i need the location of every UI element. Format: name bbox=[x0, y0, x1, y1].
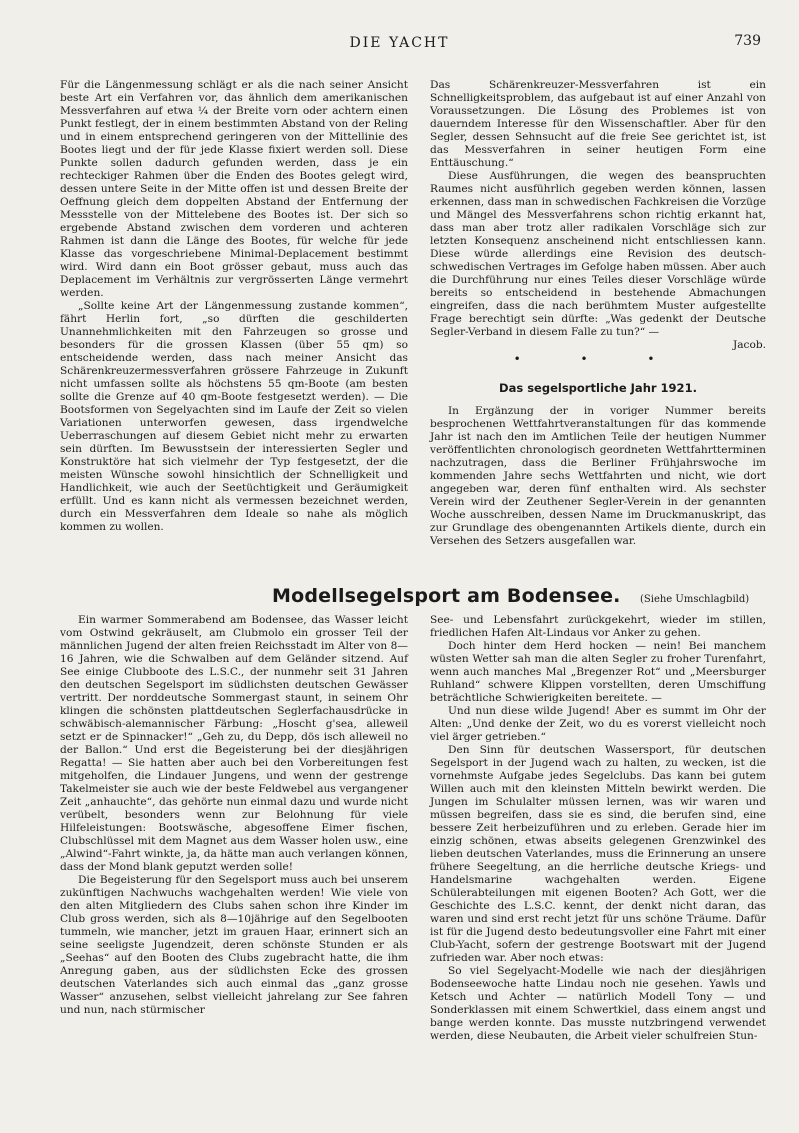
paragraph: Und nun diese wilde Jugend! Aber es summt im Ohr der Alten: „Und denke der Zeit, wo du es vorerst vielleicht noch viel ärger getrieben.“ bbox=[430, 705, 766, 743]
paragraph: „Sollte keine Art der Längenmessung zustande kommen“, fährt Herlin fort, „so dürften die geschilderten Unannehmlichkeiten mit den Fahrzeugen so grosse und besonders für die grossen Klassen (über 55 qm) so entscheidende werden, dass nach meiner Ansicht das Schärenkreuzermessverfahren grössere Fahrzeuge in Zukunft nicht umfassen sollte als höchstens 55 qm-Boote (am besten sollte die Grenze auf 40 qm-Boote festgesetzt werden). — Die Bootsformen von Segelyachten sind im Laufe der Zeit so vielen Variationen unterworfen gewesen, dass irgendwelche Ueberraschungen auf diesem Gebiet nicht mehr zu erwarten sein dürften. Im Bewusstsein der interessierten Segler und Konstruktöre hat sich vielmehr der Typ festgesetzt, der die meisten Wünsche sowohl hinsichtlich der Schnelligkeit und Handlichkeit, wie auch der Seetüchtigkeit und Geräumigkeit erfüllt. Und es kann nicht als vermessen bezeichnet werden, durch ein Messverfahren dem Ideale so nahe als möglich kommen zu wollen. bbox=[60, 300, 408, 533]
article-title: Modellsegelsport am Bodensee. bbox=[272, 585, 621, 607]
left-column-top bbox=[60, 79, 408, 534]
paragraph: In Ergänzung der in voriger Nummer bereits besprochenen Wettfahrtveranstaltungen für das kommende Jahr ist nach den im Amtlichen Teile der heutigen Nummer veröffentlichten chronologisch geordneten Wettfahrtterminen nachzutragen, dass die Berliner Frühjahrswoche im kommenden Jahre sechs Wettfahrten und nicht, wie dort angegeben war, deren fünf enthalten wird. Als sechster Verein wird der Zeuthener Segler-Verein in der genannten Woche ausschreiben, dessen Name im Druckmanuskript, das zur Grundlage des obengenannten Artikels diente, durch ein Versehen des Setzers ausgefallen war. bbox=[430, 405, 766, 547]
page-number: 739 bbox=[734, 33, 761, 49]
paragraph: Diese Ausführungen, die wegen des beanspruchten Raumes nicht ausführlich gegeben werden können, lassen erkennen, dass man in schwedischen Fachkreisen die Vorzüge und Mängel des Messverfahrens schon richtig erkannt hat, dass man aber trotz aller radikalen Vorschläge sich zur letzten Konsequenz anscheinend nicht entschliessen kann. Diese würde allerdings eine Revision des deutsch-schwedischen Vertrages im Gefolge haben müssen. Aber auch die Durchführung nur eines Teiles dieser Vorschläge würde bereits so entscheidend in bestehende Abmachungen eingreifen, dass die nach berühmtem Muster aufgestellte Frage berechtigt sein dürfte: „Was gedenkt der Deutsche Segler-Verband in diesem Falle zu tun?“ — bbox=[430, 170, 766, 338]
running-title: DIE YACHT bbox=[349, 35, 450, 51]
separator-stars: • • • bbox=[513, 352, 683, 366]
author-signature: Jacob. bbox=[732, 339, 766, 351]
article-note: (Siehe Umschlagbild) bbox=[640, 594, 750, 605]
paragraph: Die Begeisterung für den Segelsport muss auch bei unserem zukünftigen Nachwuchs wachgehalten werden! Wie viele von den alten Mitgliedern des Clubs sahen schon ihre Kinder im Club gross werden, sich als 8—10jährige auf den Segelbooten tummeln, wie mancher, jetzt im grauen Haar, erinnert sich an seine seeligste Jugendzeit, deren schönste Stunden er als „Seehas“ auf den Booten des Clubs zugebracht hatte, die ihm Anregung gaben, aus der südlichsten Ecke des grossen deutschen Vaterlandes sich auch einmal das „ganz grosse Wasser“ anzusehen, selbst vielleicht jahrelang zur See fahren und nun, nach stürmischer bbox=[60, 874, 408, 1016]
section-body bbox=[430, 405, 766, 548]
paragraph: Für die Längenmessung schlägt er als die nach seiner Ansicht beste Art ein Verfahren vor, das ähnlich dem amerikanischen Messverfahren auf etwa ¼ der Breite vorn oder achtern einen Punkt festlegt, der in einem bestimmten Abstand von der Reling und in einem entsprechend geringeren von der Mittellinie des Bootes liegt und der für jede Klasse fixiert werden soll. Diese Punkte sollen dadurch gefunden werden, dass je ein rechteckiger Rahmen über die Enden des Bootes gelegt wird, dessen untere Seite in der Mitte offen ist und dessen Breite der Oeffnung gleich dem doppelten Abstand der Entfernung der Messstelle von der Mittelebene des Bootes ist. Der sich so ergebende Abstand zwischen dem vorderen und achteren Rahmen ist dann die Länge des Bootes, für welche für jede Klasse das vorgeschriebene Minimal-Deplacement bestimmt wird. Wird dann ein Boot grösser gebaut, muss auch das Deplacement im Verhältnis zur vergrösserten Länge vermehrt werden. bbox=[60, 79, 408, 299]
right-column-bottom bbox=[430, 614, 766, 1043]
left-column-bottom bbox=[60, 614, 408, 1017]
paragraph: Das Schärenkreuzer-Messverfahren ist ein Schnelligkeitsproblem, das aufgebaut ist auf einer Anzahl von Voraussetzungen. Die Lösung des Problemes ist von dauerndem Interesse für den Wissenschaftler. Aber für den Segler, dessen Sehnsucht auf die freie See gerichtet ist, ist das Messverfahren in seiner heutigen Form eine Enttäuschung.“ bbox=[430, 79, 766, 169]
section-heading: Das segelsportliche Jahr 1921. bbox=[499, 381, 697, 395]
paragraph: So viel Segelyacht-Modelle wie nach der diesjährigen Bodenseewoche hatte Lindau noch nie gesehen. Yawls und Ketsch und Achter — natürlich Modell Tony — und Sonderklassen mit einem Schwertkiel, dass einem angst und bange werden konnte. Das musste nutzbringend verwendet werden, diese Neubauten, die Arbeit vieler schulfreien Stun- bbox=[430, 965, 766, 1042]
paragraph: Doch hinter dem Herd hocken — nein! Bei manchem wüsten Wetter sah man die alten Segler zu froher Turenfahrt, wenn auch manches Mal „Bregenzer Rot“ und „Meersburger Ruhland“ schwere Klippen vorstellten, deren Umschiffung beträchtliche Schwierigkeiten bereitete. — bbox=[430, 640, 766, 704]
paragraph: Den Sinn für deutschen Wassersport, für deutschen Segelsport in der Jugend wach zu halten, zu wecken, ist die vornehmste Aufgabe jedes Segelclubs. Das kann bei gutem Willen auch mit den kleinsten Mitteln bewirkt werden. Die Jungen im Schulalter müssen lernen, was wir waren und müssen begreifen, dass sie es sind, die berufen sind, eine bessere Zeit herbeizuführen und zu erleben. Gerade hier im einzig schönen, etwas abseits gelegenen Grenzwinkel des lieben deutschen Vaterlandes, muss die Erinnerung an unsere frühere Seegeltung, an die herrliche deutsche Kriegs- und Handelsmarine wachgehalten werden. Eigene Schülerabteilungen mit eigenen Booten? Ach Gott, wer die Geschichte des L.S.C. kennt, der denkt nicht daran, das waren und sind erst recht jetzt für uns schöne Träume. Dafür ist für die Jugend desto bedeutungsvoller eine Fahrt mit einer Club-Yacht, sofern der gestrenge Bootswart mit der Jugend zufrieden war. Aber noch etwas: bbox=[430, 744, 766, 964]
right-column-top bbox=[430, 79, 766, 352]
paragraph: See- und Lebensfahrt zurückgekehrt, wieder im stillen, friedlichen Hafen Alt-Lindaus vor Anker zu gehen. bbox=[430, 614, 766, 639]
paragraph: Ein warmer Sommerabend am Bodensee, das Wasser leicht vom Ostwind gekräuselt, am Clubmolo ein grosser Teil der männlichen Jugend der alten freien Reichsstadt im Alter von 8—16 Jahren, wie die Schwalben auf dem Geländer sitzend. Auf See einige Clubboote des L.S.C., der nunmehr seit 31 Jahren den deutschen Segelsport im südlichsten deutschen Gewässer vertritt. Der norddeutsche Sommergast staunt, in seinem Ohr klingen die schönsten plattdeutschen Seglerfachausdrücke in schwäbisch-alemannischer Färbung: „Hoscht g'sea, alleweil setzt er de Spinnacker!“ „Geh zu, du Depp, dös isch alleweil no der Ballon.“ Und erst die Begeisterung bei der diesjährigen Regatta! — Sie hatten aber auch bei den Vorbereitungen fest mitgeholfen, die Lindauer Jungens, und wenn der gestrenge Takelmeister sie auch wie der beste Feldwebel aus vergangener Zeit „anhauchte“, das gehörte nun einmal dazu und wurde nicht verübelt, besonders wenn zur Belohnung für viele Hilfeleistungen: Bootswäsche, abgesoffene Eimer fischen, Clubschlüssel mit dem Magnet aus dem Wasser holen usw., eine „Alwind“-Fahrt winkte, ja, da hätte man auch verlangen können, dass der Mond blank geputzt werden solle! bbox=[60, 614, 408, 873]
